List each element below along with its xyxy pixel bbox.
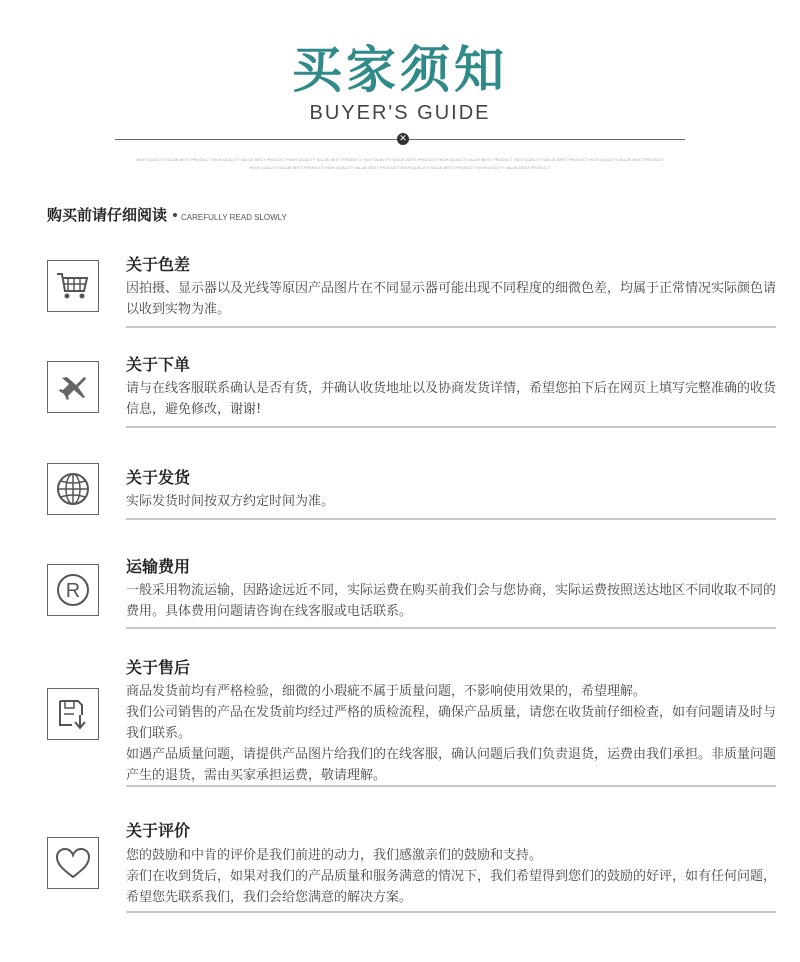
item-body [126,278,776,320]
item-title: 关于评价 [126,821,191,840]
item-line: 因拍摄、显示器以及光线等原因产品图片在不同显示器可能出现不同程度的细微色差，均属于正常情况实际颜色请以收到实物为准。 [126,281,777,317]
fine-print-line-2: HIGH QUALITY VALUE BEST PRODUCT HIGH QUALITY VALUE BEST PRODUCT HIGH QUALITY VALUE BEST PRODUCT HIGH QUALITY VALUE BEST PRODUCT [249,165,551,170]
fine-print-line-1: HIGH QUALITY VALUE BEST PRODUCT HIGH QUALITY VALUE BEST PRODUCT HIGH QUALITY VALUE BEST PRODUCT HIGH QUALITY VALUE BEST PRODUCT HIGH QUALITY VALUE BEST PRODUCT HIGH QUALITY VALUE BEST PRODUCT HIGH QUALITY VALUE BEST PRODUCT [136,157,664,162]
item-line: 您的鼓励和中肯的评价是我们前进的动力，我们感激亲们的鼓励和支持。 [126,848,543,863]
globe-icon [47,463,99,515]
item-separator [126,785,776,787]
section-heading-en: CAREFULLY READ SLOWLY [181,213,287,222]
item-line: 如遇产品质量问题，请提供产品图片给我们的在线客服，确认问题后我们负责退货，运费由我们承担。非质量问题产生的退货，需由买家承担运费，敬请理解。 [126,747,777,783]
item-line: 请与在线客服联系确认是否有货，并确认收货地址以及协商发货详情，希望您拍下后在网页上填写完整准确的收货信息，避免修改，谢谢! [126,381,777,417]
item-line: 我们公司销售的产品在发货前均经过严格的质检流程，确保产品质量，请您在收货前仔细检查，如有问题请及时与我们联系。 [126,705,777,741]
item-title: 关于售后 [126,658,191,677]
item-body [126,378,776,420]
shopping-cart-icon [47,260,99,312]
item-title: 关于发货 [126,468,191,487]
item-body [126,580,776,622]
item-line: 一般采用物流运输，因路途远近不同，实际运费在购买前我们会与您协商，实际运费按照送达地区不同收取不同的费用。具体费用问题请咨询在线客服或电话联系。 [126,583,777,619]
item-separator [126,911,776,913]
item-separator [126,326,776,328]
heart-icon [47,837,99,889]
airplane-icon [47,361,99,413]
item-title: 关于色差 [126,255,191,274]
bullet-dot-icon [173,213,177,217]
item-title: 关于下单 [126,355,191,374]
item-separator [126,426,776,428]
item-line: 实际发货时间按双方约定时间为准。 [126,494,335,509]
svg-text:R: R [65,580,81,602]
item-body [126,845,776,908]
decorative-fine-print [0,156,800,172]
item-body [126,681,776,786]
section-heading-text: 购买前请仔细阅读 [47,206,168,224]
item-title: 运输费用 [126,557,191,576]
page-subtitle: BUYER'S GUIDE [309,102,491,124]
item-body [126,491,776,512]
page-title: 买家须知 [292,41,508,99]
divider-mark-icon: ✕ [397,133,409,145]
registered-icon [47,564,99,616]
item-line: 商品发货前均有严格检验，细微的小瑕疵不属于质量问题，不影响使用效果的，希望理解。 [126,684,647,699]
item-separator [126,518,776,520]
item-separator [126,627,776,629]
return-box-icon [47,688,99,740]
item-line: 亲们在收到货后，如果对我们的产品质量和服务满意的情况下，我们希望得到您们的鼓励的好评，如有任何问题，希望您先联系我们，我们会给您满意的解决方案。 [126,869,777,905]
section-heading [47,204,287,225]
